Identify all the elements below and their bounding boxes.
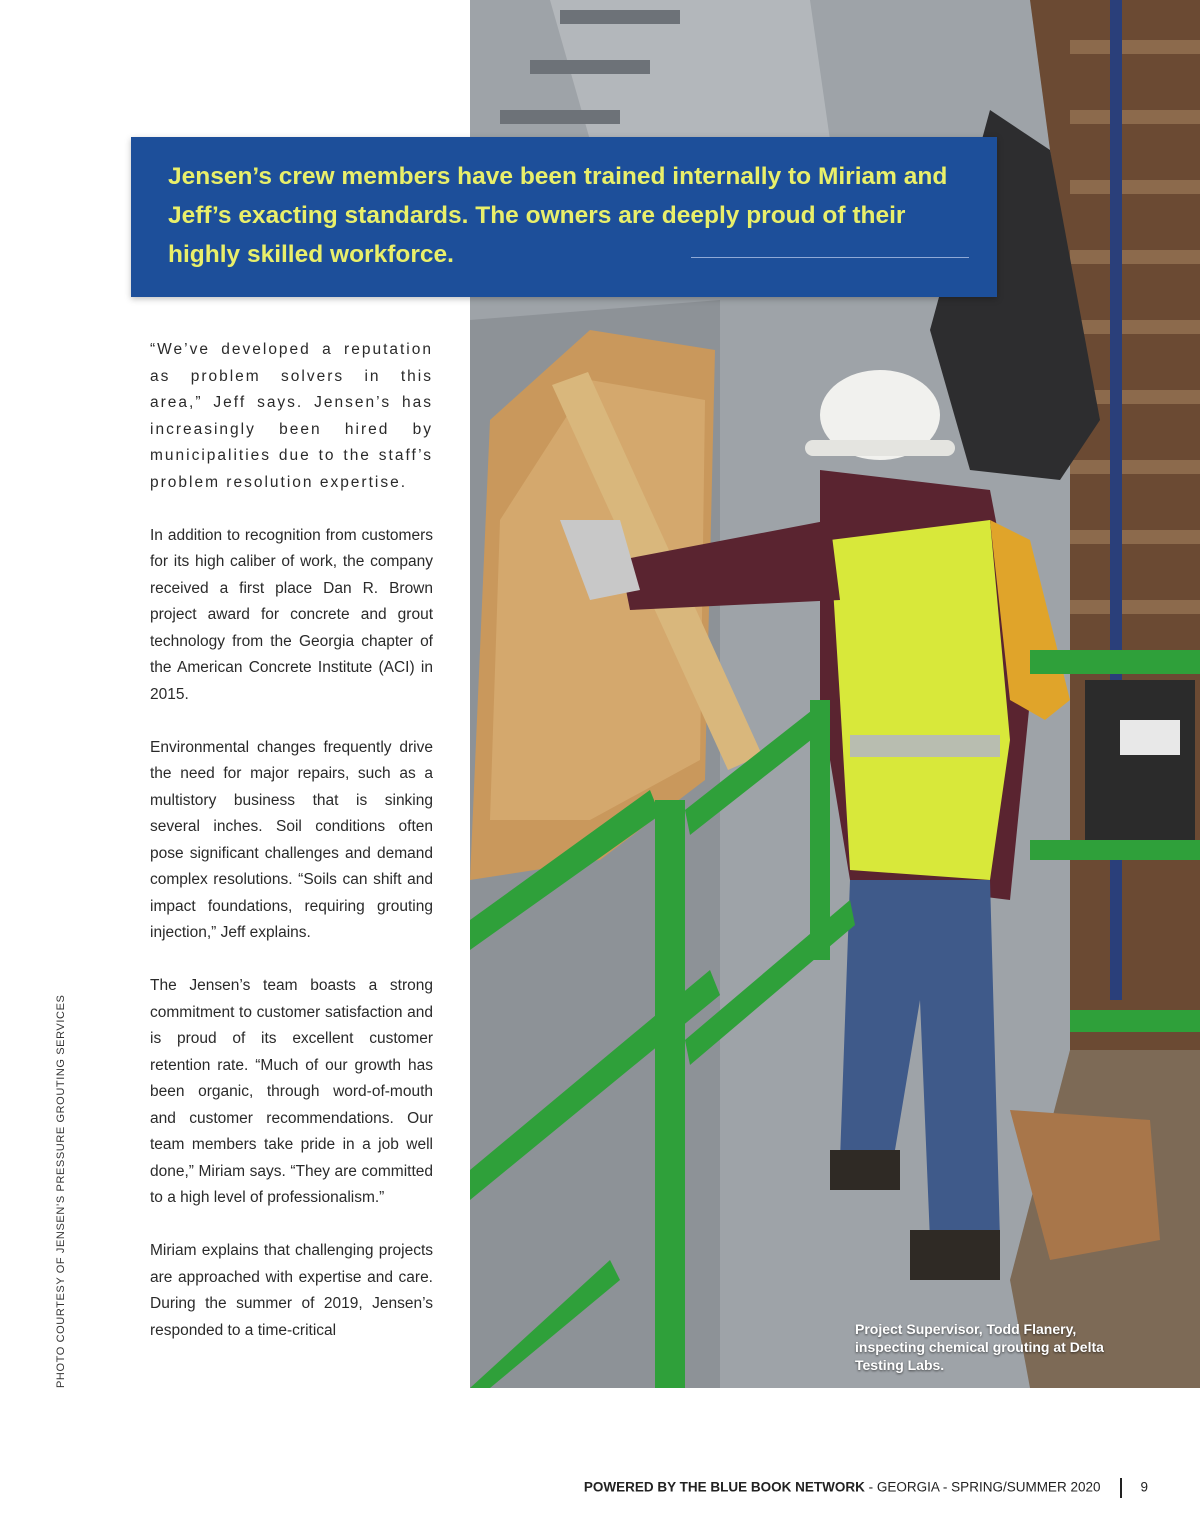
paragraph: “We’ve developed a reputation as problem solvers in this area,” Jeff says. Jensen’s has increasingly been hired by municipalities due to the staff’s problem resolution expertise. xyxy=(150,341,433,491)
footer-brand: POWERED BY THE BLUE BOOK NETWORK xyxy=(583,1479,865,1495)
paragraph: In addition to recognition from customers for its high caliber of work, the company received a first place Dan R. Brown project award for concrete and grout technology from the Georgia chapter of the American Concrete Institute (ACI) in 2015. xyxy=(150,526,433,703)
page-footer xyxy=(500,1478,1148,1498)
photo-caption: Project Supervisor, Todd Flanery, inspecting chemical grouting at Delta Testing Labs. xyxy=(855,1321,1104,1373)
photo-credit: PHOTO COURTESY OF JENSEN’S PRESSURE GROUTING SERVICES xyxy=(55,994,67,1388)
paragraph: Environmental changes frequently drive the need for major repairs, such as a multistory business that is sinking several inches. Soil conditions often pose significant challenges and demand complex resolutions. “Soils can shift and impact foundations, requiring grouting injection,” Jeff explains. xyxy=(150,738,433,941)
paragraph: The Jensen’s team boasts a strong commitment to customer satisfaction and is proud of its excellent customer retention rate. “Much of our growth has been organic, through word-of-mouth and customer recommendations. Our team members take pride in a job well done,” Miriam says. “They are committed to a high level of professionalism.” xyxy=(150,977,433,1206)
footer-divider xyxy=(1120,1478,1122,1498)
pull-quote-rule xyxy=(691,257,969,258)
pull-quote: Jensen’s crew members have been trained internally to Miriam and Jeff’s exacting standards. The owners are deeply proud of their highly skilled workforce. xyxy=(168,163,948,268)
footer-details: - GEORGIA - SPRING/SUMMER 2020 xyxy=(864,1479,1101,1495)
paragraph: Miriam explains that challenging projects are approached with expertise and care. During the summer of 2019, Jensen’s responded to a time-critical xyxy=(150,1242,433,1339)
page-number: 9 xyxy=(1140,1479,1148,1495)
pull-quote-banner xyxy=(131,137,997,297)
article-column xyxy=(150,337,433,1371)
